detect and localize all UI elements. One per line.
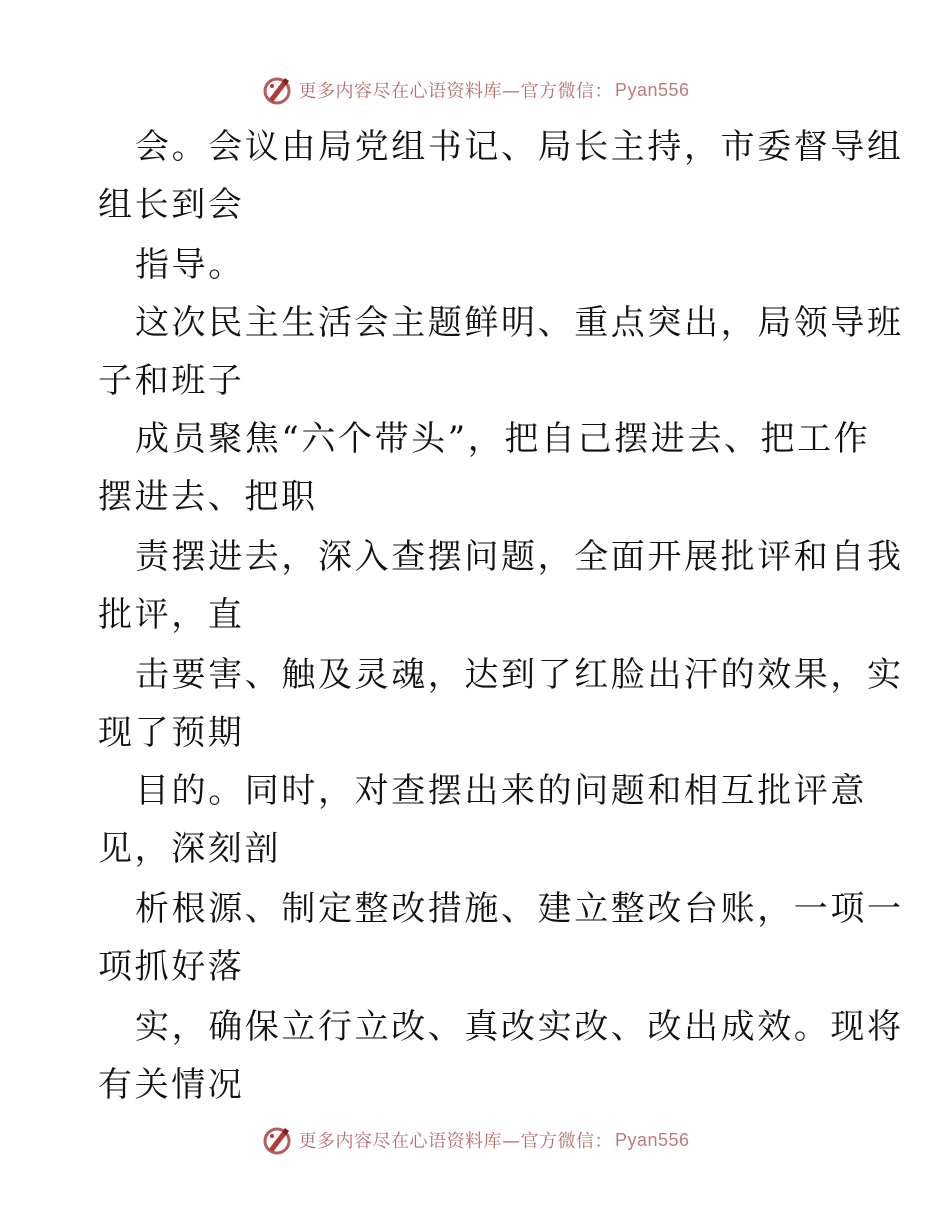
body-line: 组长到会 <box>98 185 245 225</box>
header-watermark <box>0 70 950 110</box>
watermark-text: 更多内容尽在心语资料库—官方微信： <box>298 1131 613 1152</box>
body-line: 实，确保立行立改、真改实改、改出成效。现将 <box>135 1007 904 1047</box>
body-line: 目的。同时，对查摆出来的问题和相互批评意 <box>135 771 867 811</box>
body-line: 这次民主生活会主题鲜明、重点突出，局领导班 <box>135 303 904 343</box>
footer-watermark <box>0 1120 950 1160</box>
body-line: 成员聚焦“六个带头”，把自己摆进去、把工作 <box>135 419 871 459</box>
body-line: 摆进去、把职 <box>98 477 318 517</box>
body-line: 见，深刻剖 <box>98 829 281 869</box>
body-line: 析根源、制定整改措施、建立整改台账，一项一 <box>135 889 904 929</box>
body-line: 批评，直 <box>98 595 245 635</box>
body-line: 会。会议由局党组书记、局长主持，市委督导组 <box>135 127 904 167</box>
body-line: 击要害、触及灵魂，达到了红脸出汗的效果，实 <box>135 655 904 695</box>
body-line: 现了预期 <box>98 713 245 753</box>
pen-circle-logo-icon <box>260 1123 294 1157</box>
body-line: 子和班子 <box>98 361 245 401</box>
body-line: 项抓好落 <box>98 947 245 987</box>
body-line: 有关情况 <box>98 1065 245 1105</box>
watermark-text: 更多内容尽在心语资料库—官方微信： <box>298 81 613 102</box>
watermark-wechat-id: Pyan556 <box>614 1129 690 1150</box>
body-line: 指导。 <box>135 245 245 285</box>
body-line: 责摆进去，深入查摆问题，全面开展批评和自我 <box>135 537 904 577</box>
pen-circle-logo-icon <box>260 73 294 107</box>
watermark-wechat-id: Pyan556 <box>614 79 690 100</box>
